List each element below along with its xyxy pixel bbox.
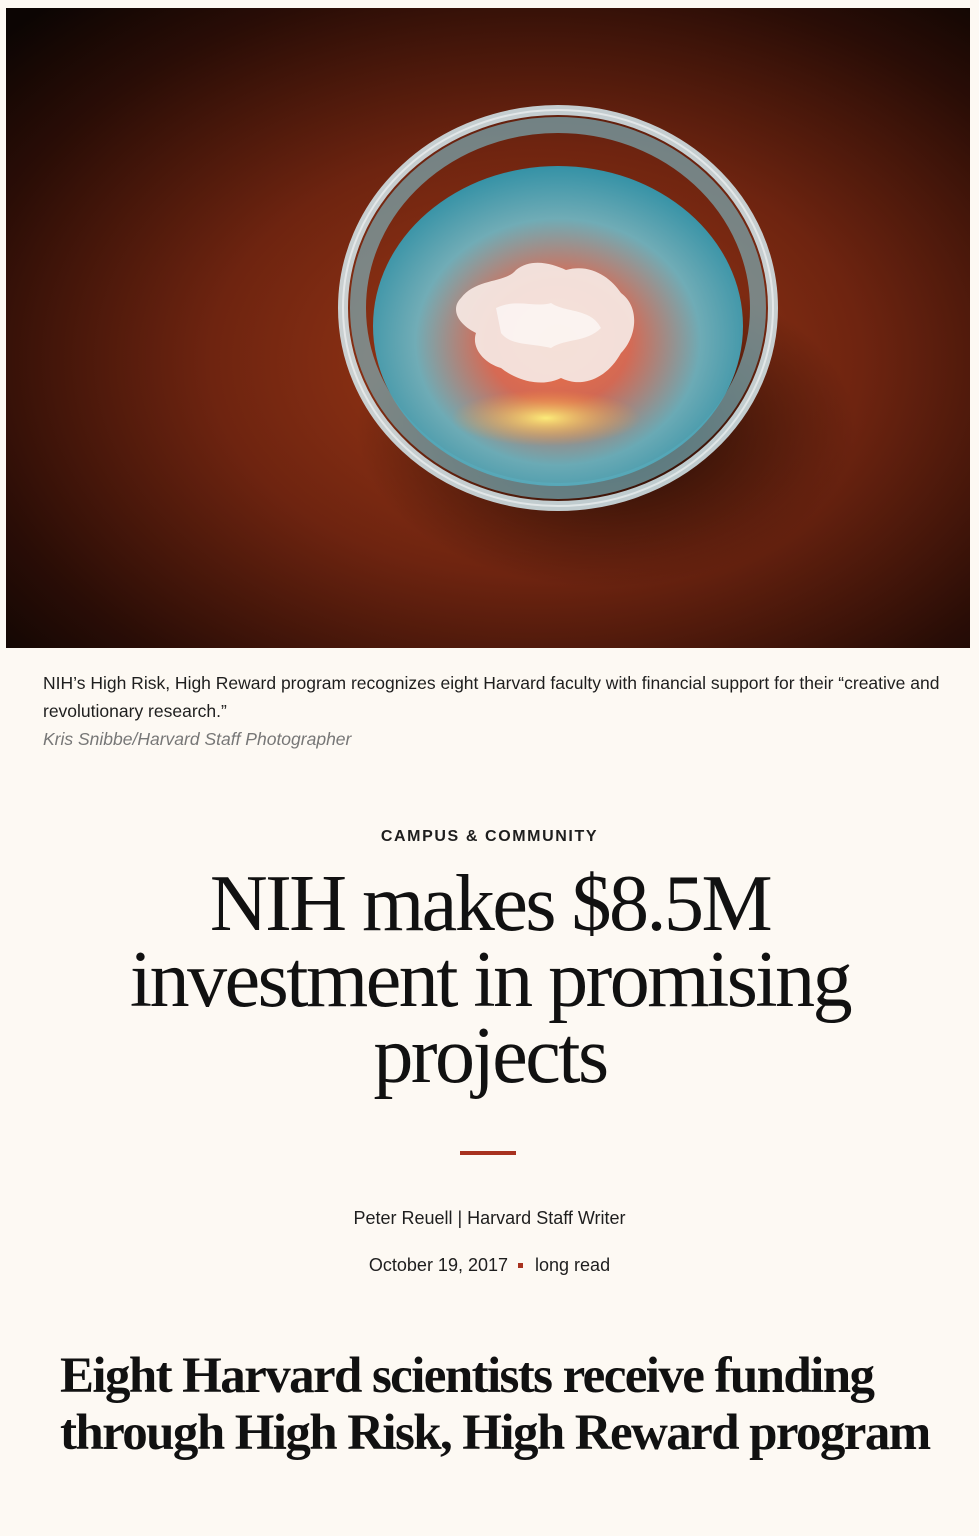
category-link[interactable]: CAMPUS & COMMUNITY — [380, 828, 599, 845]
author-byline[interactable]: Peter Reuell | Harvard Staff Writer — [353, 1208, 626, 1228]
photo-credit: Kris Snibbe/Harvard Staff Photographer — [43, 729, 352, 749]
hero-image — [6, 8, 970, 648]
petri-dish-photo — [6, 8, 970, 648]
publish-date: October 19, 2017 — [368, 1255, 509, 1275]
article-meta — [0, 1253, 979, 1277]
separator-dot-icon — [518, 1263, 523, 1268]
article-subheadline: Eight Harvard scientists receive funding through High Risk, High Reward program — [60, 1348, 930, 1461]
image-caption — [43, 669, 943, 753]
page-title: NIH makes $8.5M investment in promising projects — [129, 860, 851, 1100]
title-divider — [460, 1151, 516, 1155]
caption-text: NIH’s High Risk, High Reward program recognizes eight Harvard faculty with financial support for their “creative and revolutionary research.” — [43, 673, 940, 721]
read-length: long read — [535, 1255, 611, 1275]
